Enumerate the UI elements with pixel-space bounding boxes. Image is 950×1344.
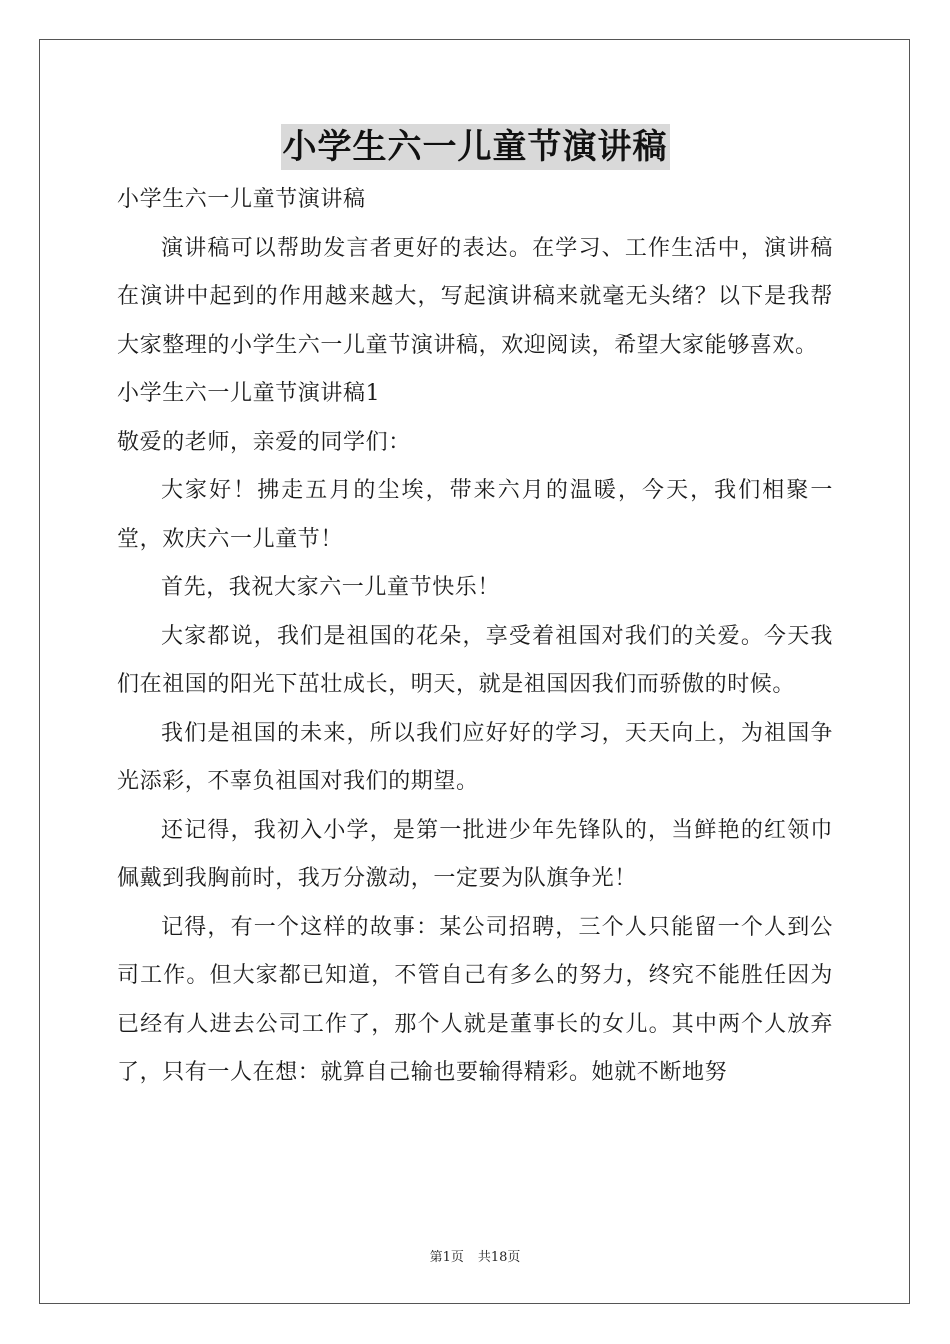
paragraph: 小学生六一儿童节演讲稿 <box>117 187 366 212</box>
paragraph: 首先，我祝大家六一儿童节快乐！ <box>161 575 501 600</box>
page-footer <box>0 1246 950 1265</box>
document-title: 小学生六一儿童节演讲稿 <box>281 124 670 170</box>
paragraph: 记得，有一个这样的故事：某公司招聘，三个人只能留一个人到公司工作。但大家都已知道，不管自己有多么的努力，终究不能胜任因为已经有人进去公司工作了，那个人就是董事长的女儿。其中两个人放弃了，只有一人在想：就算自己输也要输得精彩。她就不断地努 <box>117 914 833 1085</box>
paragraph: 我们是祖国的未来，所以我们应好好的学习，天天向上，为祖国争光添彩，不辜负祖国对我们的期望。 <box>117 720 833 794</box>
paragraph: 敬爱的老师，亲爱的同学们： <box>117 429 411 455</box>
paragraph: 演讲稿可以帮助发言者更好的表达。在学习、工作生活中，演讲稿在演讲中起到的作用越来越大，写起演讲稿来就毫无头绪？以下是我帮大家整理的小学生六一儿童节演讲稿，欢迎阅读，希望大家能够喜欢。 <box>117 235 833 358</box>
paragraph: 大家都说，我们是祖国的花朵，享受着祖国对我们的关爱。今天我们在祖国的阳光下茁壮成长，明天，就是祖国因我们而骄傲的时候。 <box>117 623 833 697</box>
page-number: 第1页 <box>429 1250 464 1265</box>
page-total: 共18页 <box>477 1250 521 1265</box>
document-body <box>117 176 833 1098</box>
paragraph: 还记得，我初入小学，是第一批进少年先锋队的，当鲜艳的红领巾佩戴到我胸前时，我万分激动，一定要为队旗争光！ <box>117 817 833 891</box>
paragraph: 小学生六一儿童节演讲稿1 <box>117 381 381 406</box>
paragraph: 大家好！拂走五月的尘埃，带来六月的温暖，今天，我们相聚一堂，欢庆六一儿童节！ <box>117 478 833 552</box>
title-container <box>0 124 950 170</box>
